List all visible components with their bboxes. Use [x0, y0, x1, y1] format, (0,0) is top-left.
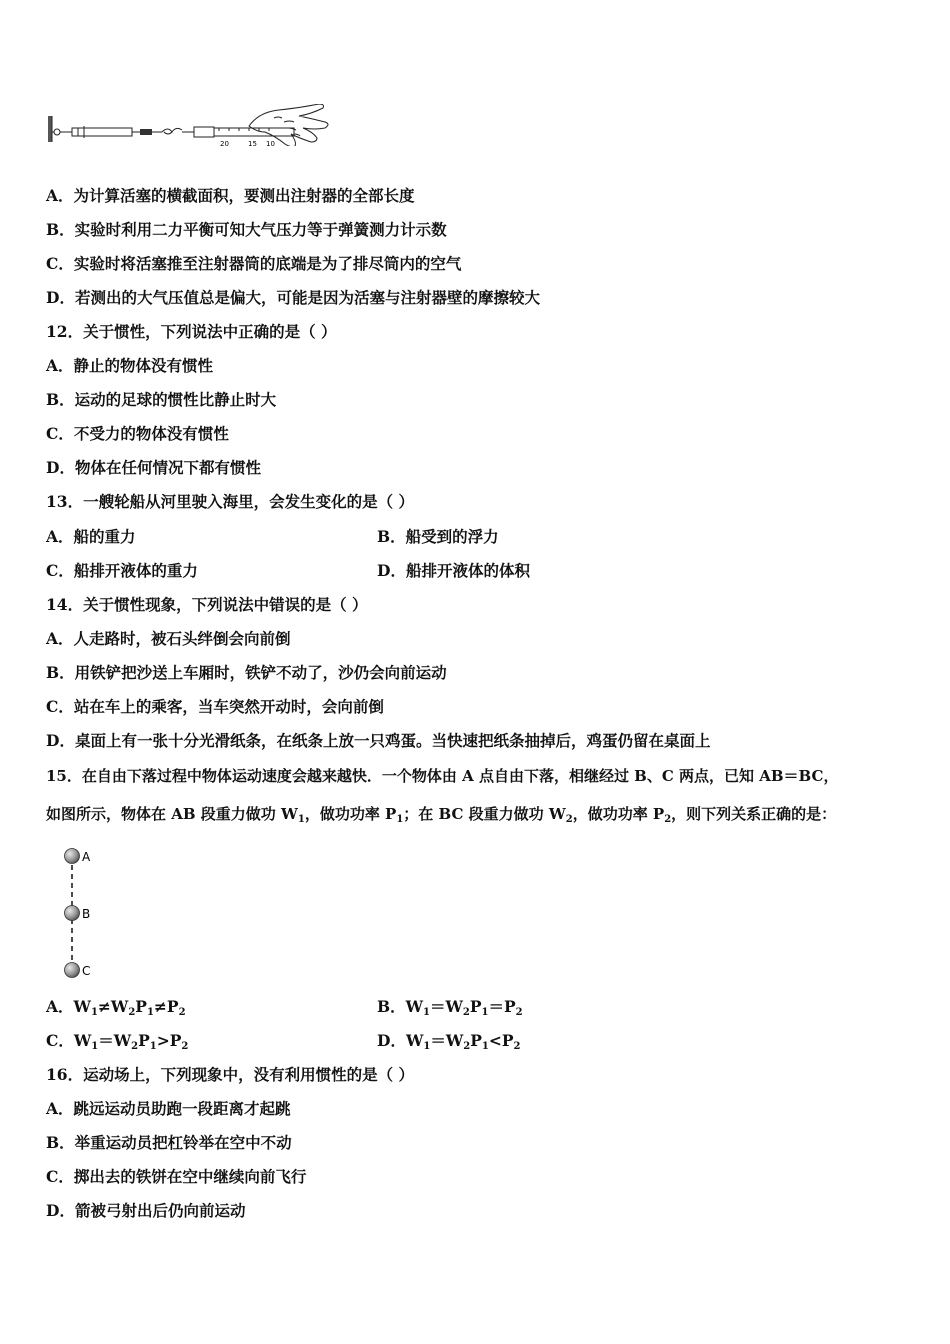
q12-option-d: D．物体在任何情况下都有惯性 — [46, 458, 261, 477]
q14-stem: 14．关于惯性现象，下列说法中错误的是（ ） — [46, 595, 368, 614]
q13-option-a: A．船的重力 — [46, 527, 136, 546]
q13-stem: 13．一艘轮船从河里驶入海里，会发生变化的是（ ） — [46, 492, 414, 511]
label-a: A — [82, 850, 91, 864]
q12-option-a: A．静止的物体没有惯性 — [46, 356, 214, 375]
q12-option-c: C．不受力的物体没有惯性 — [46, 424, 229, 443]
q16-option-d: D．箭被弓射出后仍向前运动 — [46, 1201, 246, 1220]
label-b: B — [82, 907, 91, 921]
q13-option-b: B．船受到的浮力 — [377, 527, 499, 546]
q15-option-b: B．$W_1=W_2P_1=P_2$ — [377, 997, 523, 1018]
label-c: C — [82, 964, 91, 978]
q15-stem-line2: 如图所示，物体在 AB 段重力做功 $W_1$，做功功率 $P_1$；在 BC 段重力做功 $W_2$，做功功率 $P_2$，则下列关系正确的是： — [46, 805, 837, 825]
q15-option-a: A．$W_1\ne W_2P_1\ne P_2$ — [46, 997, 186, 1018]
q13-option-c: C．船排开液体的重力 — [46, 561, 198, 580]
q11-option-d: D．若测出的大气压值总是偏大，可能是因为活塞与注射器壁的摩擦较大 — [46, 288, 540, 307]
spring-scale-icon — [182, 127, 294, 146]
ball-c — [65, 963, 80, 978]
q12-option-b: B．运动的足球的惯性比静止时大 — [46, 390, 277, 409]
hand-icon — [249, 104, 328, 146]
q14-option-b: B．用铁铲把沙送上车厢时，铁铲不动了，沙仍会向前运动 — [46, 663, 447, 682]
ball-a — [65, 849, 80, 864]
falling-ball-figure — [60, 846, 110, 978]
q13-option-d: D．船排开液体的体积 — [377, 561, 530, 580]
q15-stem-line1: 15．在自由下落过程中物体运动速度会越来越快．一个物体由 A 点自由下落，相继经过 B、C 两点，已知 AB＝BC， — [46, 767, 839, 785]
syringe-experiment-figure — [44, 104, 344, 146]
q12-stem: 12．关于惯性，下列说法中正确的是（ ） — [46, 322, 337, 341]
q16-option-a: A．跳远运动员助跑一段距离才起跳 — [46, 1099, 291, 1118]
q11-option-a: A．为计算活塞的横截面积，要测出注射器的全部长度 — [46, 186, 415, 205]
q16-stem: 16．运动场上，下列现象中，没有利用惯性的是（ ） — [46, 1065, 414, 1084]
q14-option-c: C．站在车上的乘客，当车突然开动时，会向前倒 — [46, 697, 384, 716]
q16-option-b: B．举重运动员把杠铃举在空中不动 — [46, 1133, 292, 1152]
q11-option-c: C．实验时将活塞推至注射器筒的底端是为了排尽筒内的空气 — [46, 254, 462, 273]
q14-option-a: A．人走路时，被石头绊倒会向前倒 — [46, 629, 291, 648]
q14-option-d: D．桌面上有一张十分光滑纸条，在纸条上放一只鸡蛋。当快速把纸条抽掉后，鸡蛋仍留在桌面上 — [46, 731, 711, 750]
q15-option-c: C．$W_1=W_2P_1>P_2$ — [46, 1031, 189, 1052]
scale-mark: 10 — [266, 140, 275, 146]
scale-mark: 15 — [248, 140, 257, 146]
q16-option-c: C．掷出去的铁饼在空中继续向前飞行 — [46, 1167, 307, 1186]
wall-icon — [48, 116, 52, 142]
syringe-icon — [72, 126, 162, 138]
scale-mark: 20 — [220, 140, 229, 146]
q11-option-b: B．实验时利用二力平衡可知大气压力等于弹簧测力计示数 — [46, 220, 447, 239]
q15-option-d: D．$W_1=W_2P_1<P_2$ — [377, 1031, 521, 1052]
ball-b — [65, 906, 80, 921]
